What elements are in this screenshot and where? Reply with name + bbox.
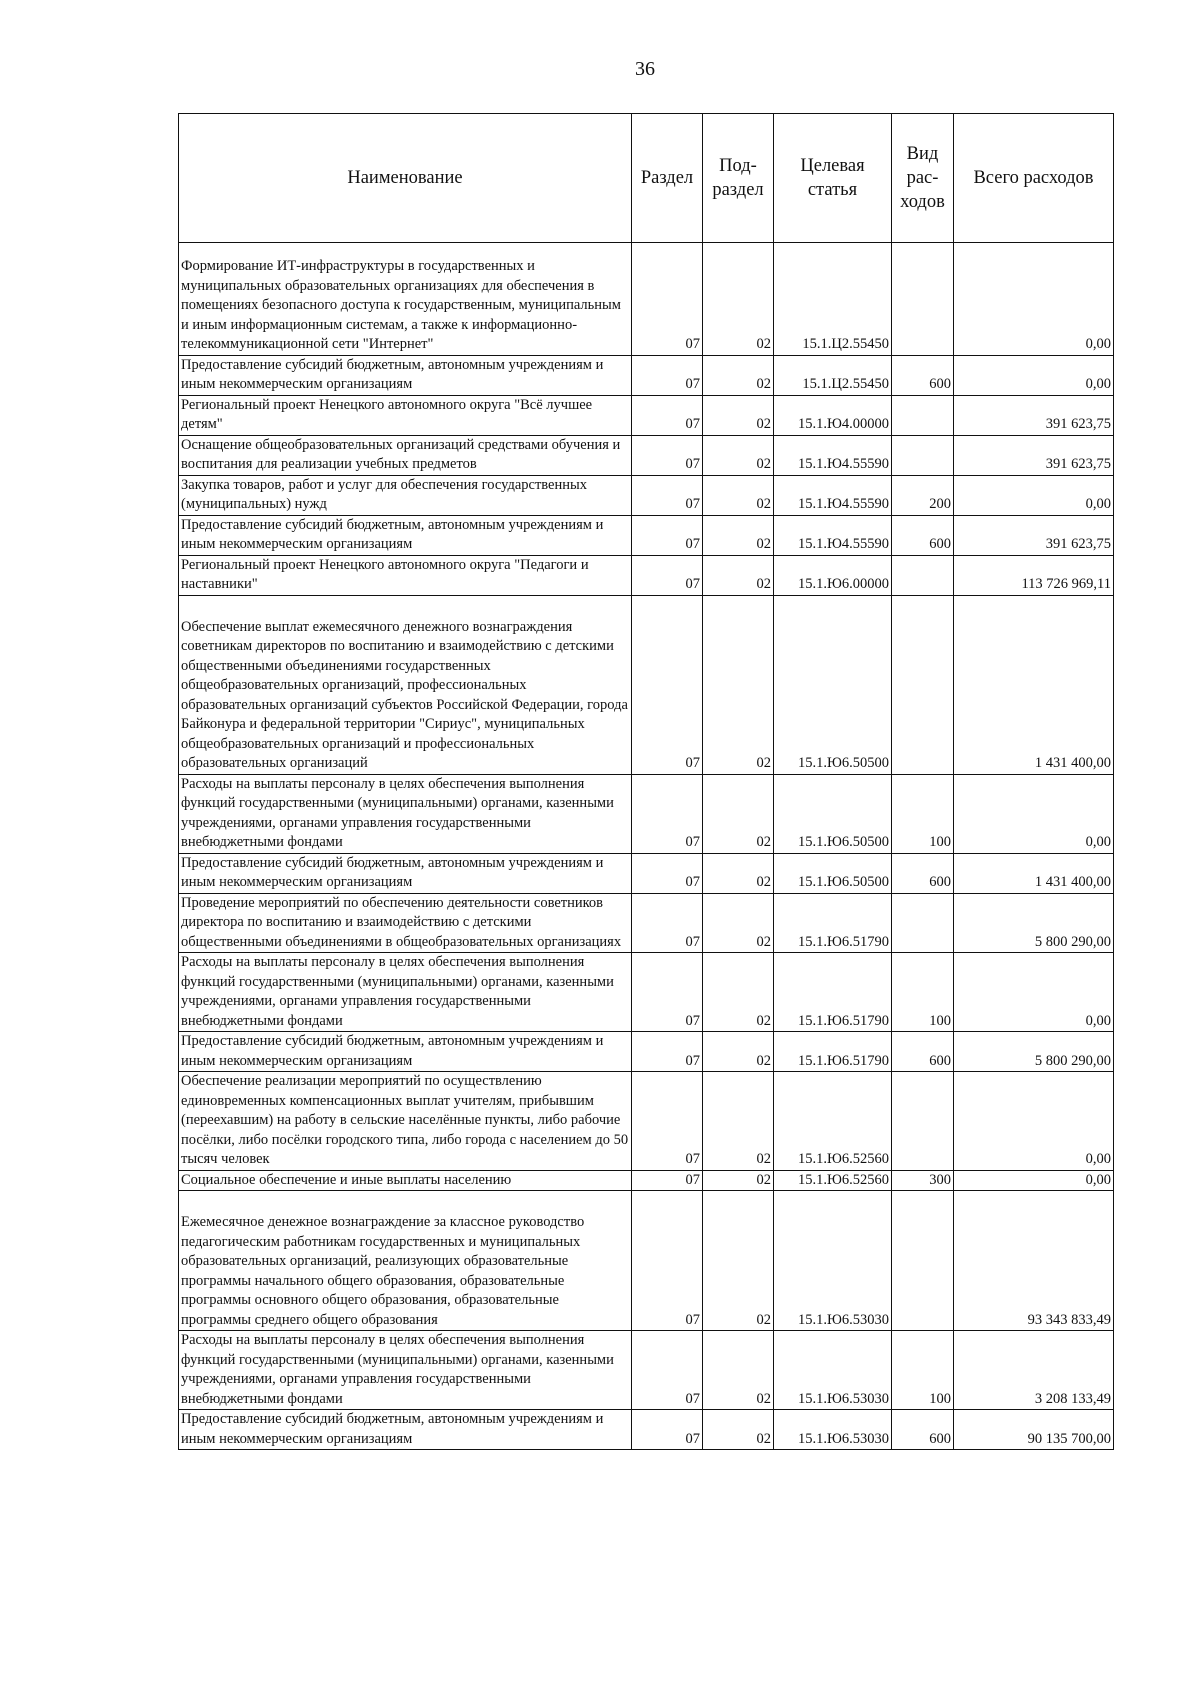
row-vid: 200: [892, 475, 954, 515]
table-row: [179, 243, 1114, 356]
row-total: 0,00: [954, 1072, 1114, 1171]
row-target: 15.1.Ю6.50500: [774, 853, 892, 893]
row-name: Социальное обеспечение и иные выплаты населению: [179, 1170, 632, 1191]
row-total: 90 135 700,00: [954, 1410, 1114, 1450]
row-podrazdel: 02: [703, 893, 774, 953]
table-row: [179, 595, 1114, 774]
row-target: 15.1.Ю6.53030: [774, 1410, 892, 1450]
row-total: 3 208 133,49: [954, 1331, 1114, 1410]
row-target: 15.1.Ю4.55590: [774, 475, 892, 515]
row-vid: 600: [892, 1410, 954, 1450]
row-razdel: 07: [632, 893, 703, 953]
row-razdel: 07: [632, 435, 703, 475]
header-target: Целевая статья: [774, 114, 892, 243]
row-total: 93 343 833,49: [954, 1191, 1114, 1331]
row-vid: 600: [892, 515, 954, 555]
row-razdel: 07: [632, 1170, 703, 1191]
row-total: 0,00: [954, 475, 1114, 515]
row-vid: 100: [892, 774, 954, 853]
row-razdel: 07: [632, 953, 703, 1032]
row-name: Предоставление субсидий бюджетным, автономным учреждениям и иным некоммерческим организациям: [179, 1410, 632, 1450]
table-row: [179, 1170, 1114, 1191]
table-row: [179, 355, 1114, 395]
row-total: 1 431 400,00: [954, 595, 1114, 774]
row-vid: 300: [892, 1170, 954, 1191]
row-podrazdel: 02: [703, 1170, 774, 1191]
row-total: 0,00: [954, 243, 1114, 356]
row-name: Предоставление субсидий бюджетным, автономным учреждениям и иным некоммерческим организациям: [179, 1032, 632, 1072]
page-number: 36: [635, 58, 655, 80]
table-header-row: [179, 114, 1114, 243]
row-razdel: 07: [632, 1032, 703, 1072]
table-body: [179, 243, 1114, 1450]
table-row: [179, 1032, 1114, 1072]
row-podrazdel: 02: [703, 774, 774, 853]
row-target: 15.1.Ц2.55450: [774, 243, 892, 356]
table-row: [179, 893, 1114, 953]
row-total: 113 726 969,11: [954, 555, 1114, 595]
row-target: 15.1.Ц2.55450: [774, 355, 892, 395]
row-name: Расходы на выплаты персоналу в целях обеспечения выполнения функций государственными (муниципальными) органами, казенными учреждениями, органами управления государственными внебюджетными фондами: [179, 1331, 632, 1410]
row-total: 0,00: [954, 953, 1114, 1032]
row-razdel: 07: [632, 774, 703, 853]
row-razdel: 07: [632, 515, 703, 555]
row-name: Проведение мероприятий по обеспечению деятельности советников директора по воспитанию и взаимодействию с детскими общественными объединениями в общеобразовательных организациях: [179, 893, 632, 953]
row-name: Формирование ИТ-инфраструктуры в государственных и муниципальных образовательных организациях для обеспечения в помещениях безопасного доступа к государственным, муниципальным и иным информационным системам, а также к информационно-телекоммуникационной сети "Интернет": [179, 243, 632, 356]
row-target: 15.1.Ю6.51790: [774, 893, 892, 953]
table-row: [179, 1331, 1114, 1410]
row-vid: 600: [892, 853, 954, 893]
row-name: Региональный проект Ненецкого автономного округа "Педагоги и наставники": [179, 555, 632, 595]
row-razdel: 07: [632, 555, 703, 595]
row-vid: [892, 395, 954, 435]
row-name: Расходы на выплаты персоналу в целях обеспечения выполнения функций государственными (муниципальными) органами, казенными учреждениями, органами управления государственными внебюджетными фондами: [179, 774, 632, 853]
row-target: 15.1.Ю6.50500: [774, 595, 892, 774]
row-total: 0,00: [954, 1170, 1114, 1191]
table-row: [179, 475, 1114, 515]
row-podrazdel: 02: [703, 243, 774, 356]
row-name: Оснащение общеобразовательных организаций средствами обучения и воспитания для реализации учебных предметов: [179, 435, 632, 475]
row-vid: [892, 435, 954, 475]
row-target: 15.1.Ю4.55590: [774, 515, 892, 555]
row-target: 15.1.Ю6.51790: [774, 953, 892, 1032]
row-name: Предоставление субсидий бюджетным, автономным учреждениям и иным некоммерческим организациям: [179, 853, 632, 893]
row-podrazdel: 02: [703, 1410, 774, 1450]
header-razdel: Раздел: [632, 114, 703, 243]
row-target: 15.1.Ю6.50500: [774, 774, 892, 853]
row-name: Обеспечение реализации мероприятий по осуществлению единовременных компенсационных выплат учителям, прибывшим (переехавшим) на работу в сельские населённые пункты, либо рабочие посёлки, либо посёлки городского типа, либо города с населением до 50 тысяч человек: [179, 1072, 632, 1171]
table-row: [179, 774, 1114, 853]
row-vid: [892, 555, 954, 595]
row-name: Расходы на выплаты персоналу в целях обеспечения выполнения функций государственными (муниципальными) органами, казенными учреждениями, органами управления государственными внебюджетными фондами: [179, 953, 632, 1032]
row-podrazdel: 02: [703, 1032, 774, 1072]
row-vid: [892, 595, 954, 774]
row-vid: [892, 1072, 954, 1171]
row-podrazdel: 02: [703, 1331, 774, 1410]
row-target: 15.1.Ю4.55590: [774, 435, 892, 475]
row-target: 15.1.Ю6.53030: [774, 1331, 892, 1410]
row-target: 15.1.Ю6.00000: [774, 555, 892, 595]
row-podrazdel: 02: [703, 853, 774, 893]
row-razdel: 07: [632, 355, 703, 395]
table-row: [179, 1410, 1114, 1450]
table-row: [179, 555, 1114, 595]
row-vid: [892, 1191, 954, 1331]
table-row: [179, 1191, 1114, 1331]
row-name: Предоставление субсидий бюджетным, автономным учреждениям и иным некоммерческим организациям: [179, 515, 632, 555]
row-total: 0,00: [954, 774, 1114, 853]
row-vid: [892, 243, 954, 356]
row-target: 15.1.Ю6.52560: [774, 1170, 892, 1191]
row-podrazdel: 02: [703, 515, 774, 555]
row-razdel: 07: [632, 475, 703, 515]
row-razdel: 07: [632, 243, 703, 356]
row-razdel: 07: [632, 395, 703, 435]
row-podrazdel: 02: [703, 395, 774, 435]
row-podrazdel: 02: [703, 475, 774, 515]
row-name: Региональный проект Ненецкого автономного округа "Всё лучшее детям": [179, 395, 632, 435]
header-name: Наименование: [179, 114, 632, 243]
row-name: Обеспечение выплат ежемесячного денежного вознаграждения советникам директоров по воспитанию и взаимодействию с детскими общественными объединениями государственных общеобразовательных организаций, профессиональных образовательных организаций субъектов Российской Федерации, города Байконура и федеральной территории "Сириус", муниципальных общеобразовательных организаций и профессиональных образовательных организаций: [179, 595, 632, 774]
table-row: [179, 395, 1114, 435]
row-podrazdel: 02: [703, 595, 774, 774]
table-row: [179, 515, 1114, 555]
row-vid: 600: [892, 355, 954, 395]
row-podrazdel: 02: [703, 1072, 774, 1171]
row-total: 391 623,75: [954, 435, 1114, 475]
header-vid: Вид рас- ходов: [892, 114, 954, 243]
row-total: 1 431 400,00: [954, 853, 1114, 893]
row-podrazdel: 02: [703, 355, 774, 395]
row-target: 15.1.Ю4.00000: [774, 395, 892, 435]
table-row: [179, 953, 1114, 1032]
row-podrazdel: 02: [703, 555, 774, 595]
row-name: Ежемесячное денежное вознаграждение за классное руководство педагогическим работникам государственных и муниципальных образовательных организаций, реализующих образовательные программы начального общего образования, образовательные программы основного общего образования, образовательные программы среднего общего образования: [179, 1191, 632, 1331]
row-target: 15.1.Ю6.51790: [774, 1032, 892, 1072]
row-podrazdel: 02: [703, 953, 774, 1032]
row-total: 0,00: [954, 355, 1114, 395]
row-razdel: 07: [632, 595, 703, 774]
header-podrazdel: Под- раздел: [703, 114, 774, 243]
row-podrazdel: 02: [703, 1191, 774, 1331]
table-row: [179, 853, 1114, 893]
table-row: [179, 1072, 1114, 1171]
row-vid: 100: [892, 953, 954, 1032]
budget-table: [178, 113, 1114, 1450]
row-target: 15.1.Ю6.53030: [774, 1191, 892, 1331]
row-razdel: 07: [632, 1072, 703, 1171]
row-podrazdel: 02: [703, 435, 774, 475]
header-total: Всего расходов: [954, 114, 1114, 243]
row-vid: 100: [892, 1331, 954, 1410]
row-vid: 600: [892, 1032, 954, 1072]
row-vid: [892, 893, 954, 953]
row-razdel: 07: [632, 1331, 703, 1410]
row-target: 15.1.Ю6.52560: [774, 1072, 892, 1171]
row-total: 391 623,75: [954, 515, 1114, 555]
row-total: 5 800 290,00: [954, 1032, 1114, 1072]
row-total: 391 623,75: [954, 395, 1114, 435]
row-name: Предоставление субсидий бюджетным, автономным учреждениям и иным некоммерческим организациям: [179, 355, 632, 395]
row-razdel: 07: [632, 1410, 703, 1450]
row-razdel: 07: [632, 1191, 703, 1331]
row-name: Закупка товаров, работ и услуг для обеспечения государственных (муниципальных) нужд: [179, 475, 632, 515]
row-razdel: 07: [632, 853, 703, 893]
table-row: [179, 435, 1114, 475]
row-total: 5 800 290,00: [954, 893, 1114, 953]
